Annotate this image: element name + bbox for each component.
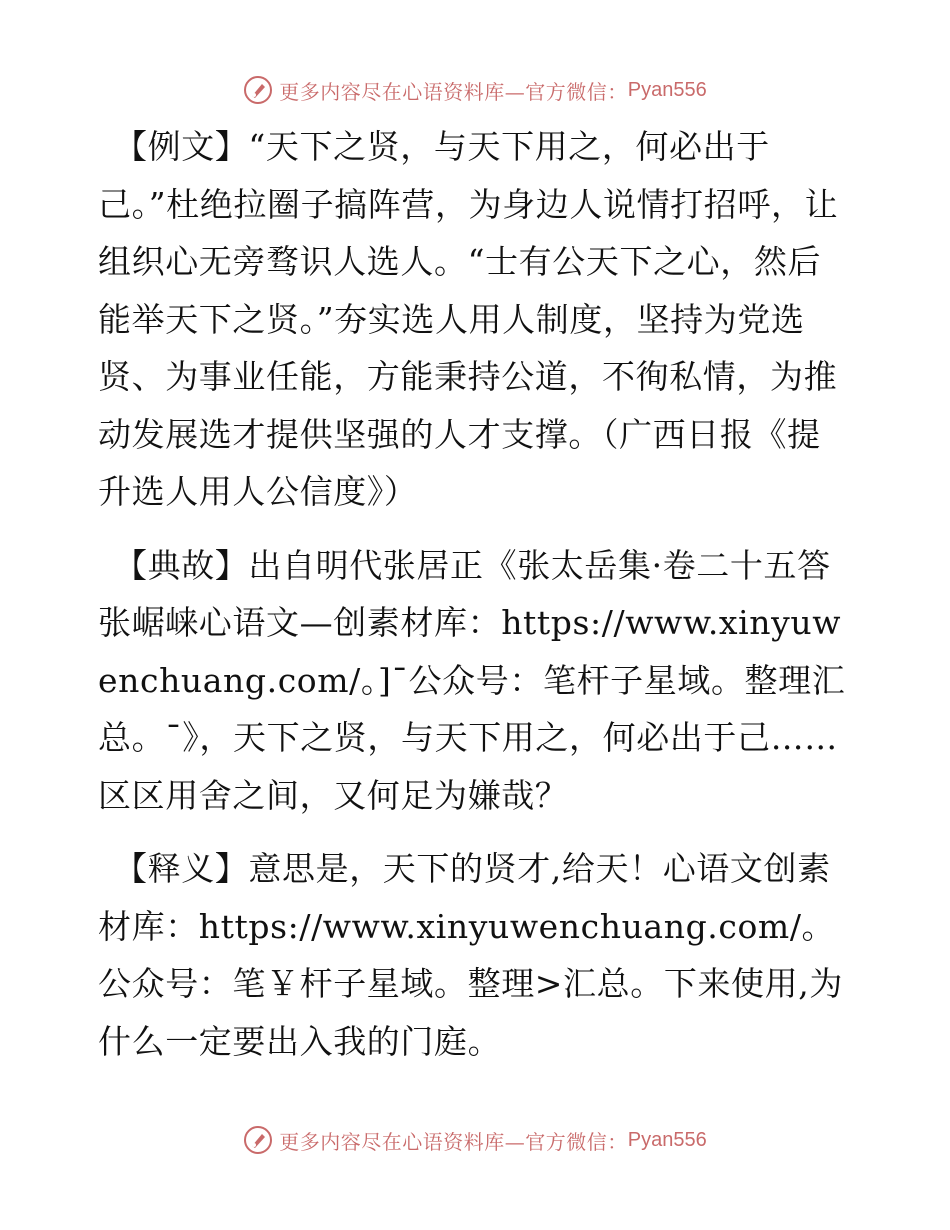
paragraph-meaning bbox=[98, 840, 850, 1070]
watermark-text: 更多内容尽在心语资料库—官方微信： bbox=[279, 1129, 628, 1154]
wechat-id: Pyan556 bbox=[627, 1128, 707, 1151]
paragraph-example bbox=[98, 118, 850, 521]
pen-nib-logo-icon bbox=[243, 75, 273, 105]
paragraph-origin bbox=[98, 537, 850, 825]
section-tag: 【典故】 bbox=[114, 545, 249, 585]
article-body bbox=[98, 118, 850, 1086]
footer-watermark bbox=[0, 1120, 950, 1160]
header-watermark bbox=[0, 70, 950, 110]
paragraph-text: 意思是，天下的贤才,给天！心语文创素材库：https://www.xinyuwenchuang.com/。公众号：笔￥杆子星域。整理>汇总。下来使用,为什么一定要出入我的门庭。 bbox=[98, 849, 843, 1061]
paragraph-text: 出自明代张居正《张太岳集·卷二十五答张崌崃心语文—创素材库：https://www.xinyuwenchuang.com/。]¯公众号：笔杆子星域。整理汇总。¯》，天下之贤，与天下用之，何必出于己……区区用舍之间，又何足为嫌哉？ bbox=[98, 545, 846, 815]
section-tag: 【释义】 bbox=[114, 849, 249, 888]
paragraph-text: “天下之贤，与天下用之，何必出于己。”杜绝拉圈子搞阵营，为身边人说情打招呼，让组织心无旁骛识人选人。“士有公天下之心，然后能举天下之贤。”夯实选人用人制度，坚持为党选贤、为事业任能，方能秉持公道，不徇私情，为推动发展选才提供坚强的人才支撑。（广西日报《提升选人用人公信度》） bbox=[98, 127, 839, 511]
watermark-text: 更多内容尽在心语资料库—官方微信： bbox=[279, 79, 628, 104]
section-tag: 【例文】 bbox=[114, 127, 249, 166]
pen-nib-logo-icon bbox=[243, 1125, 273, 1155]
wechat-id: Pyan556 bbox=[627, 78, 707, 101]
